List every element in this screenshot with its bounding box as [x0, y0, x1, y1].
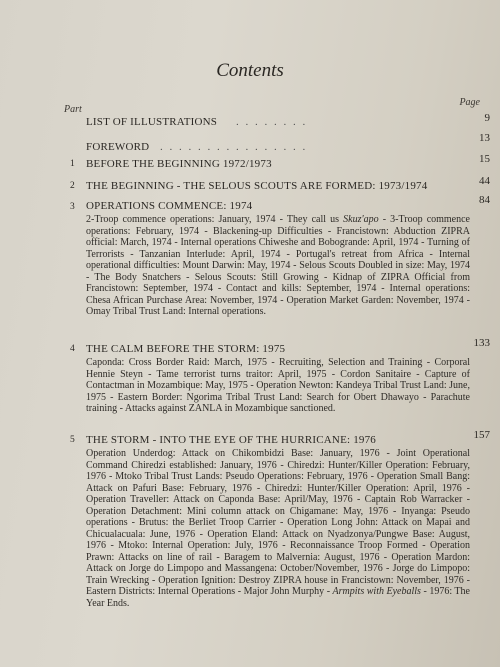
entry-title: THE BEGINNING - THE SELOUS SCOUTS ARE FORMED: 1973/1974 [86, 180, 428, 192]
entry-page: 13 [479, 132, 490, 144]
italic-phrase: Skuz'apo [343, 214, 379, 225]
entry-summary: 2-Troop commence operations: January, 1974 - They call us Skuz'apo - 3-Troop commence operations: February, 1974 - Blackening-up Difficulties - Francistown: Abduction ZIPRA official: March, 1974 - Internal operations Chiweshe and Bobogrande: April, 1974 - Turning of Terrorists - Tanzanian Interlude: April, 1974 - Portugal's retreat from Africa - Internal operational difficulties: Mount Darwin: May, 1974 - Selous Scouts Doubled in size: May, 1974 - The Body Snatchers - Selous Scouts: Still Growing - Kidnap of ZIPRA Official from Francistown: September, 1974 - Contact and kills: September, 1974 - Internal operations: Chesa African Purchase Area: November, 1974 - Operation Market Garden: November, 1974 - Omay Tribal Trust Land: Internal operations. [86, 214, 470, 317]
part-number: 4 [70, 344, 75, 354]
entry-title: FOREWORD [86, 141, 150, 153]
entry-page: 157 [473, 429, 490, 441]
entry-title: THE CALM BEFORE THE STORM: 1975 [86, 343, 286, 355]
entry-page: 84 [479, 194, 490, 206]
part-number: 5 [70, 435, 75, 445]
entry-summary: Operation Underdog: Attack on Chikombidzi Base: January, 1976 - Joint Operational Command Chiredzi established: January, 1976 - Chiredzi: Hunter/Killer Operation: February, 1976 - Mtoko Tribal Trust Lands: Pseudo Operations: February, 1976 - Operation Small Bang: Attack on Pafuri Base: February, 1976 - Chiredzi: Hunter/Killer Operation: April, 1976 - Operation Traveller: Attack on Caponda Base: April/May, 1976 - Captain Rob Warracker - Operation Detachment: Mini column attack on Chigamane: May, 1976 - Inyanga: Pseudo operations - Brutus: the Berliet Troop Carrier - Operation Long John: Attack on Mapai and Chicualacuala: June, 1976 - Operation Eland: Attack on Nyadzonya/Pungwe Base: August, 1976 - Mtoko: Internal Operation: July, 1976 - Reconnaissance Troop Formed - Operation Prawn: Attacks on line of rail - Baragem to Malvernia: August, 1976 - Operation Mardon: Attack on Jorge do Limpopo and Massangena: October/November, 1976 - Jorge do Limpopo: Train Wrecking - Operation Ignition: Destroy ZIPRA house in Francistown: November, 1976 - Eastern Districts: Internal Operations - Major John Murphy - Armpits with Eyeballs - 1976: The Year Ends. [86, 448, 470, 609]
entry-title: THE STORM - INTO THE EYE OF THE HURRICANE: 1976 [86, 434, 377, 446]
entry-title: OPERATIONS COMMENCE: 1974 [86, 200, 253, 212]
page-column-header: Page [459, 97, 480, 108]
entry-page: 133 [473, 337, 490, 349]
entry-title: BEFORE THE BEGINNING 1972/1973 [86, 158, 272, 170]
dot-leader: . . . . . . . . [236, 116, 308, 128]
part-number: 1 [70, 159, 75, 169]
part-column-header: Part [64, 104, 82, 115]
entry-summary: Caponda: Cross Border Raid: March, 1975 - Recruiting, Selection and Training - Corporal Hennie Steyn - Tame terrorist turns traitor: April, 1975 - Cordon Sanitaire - Capture of Contactman in Mozambique: May, 1975 - Operation Newton: Kandeya Tribal Trust Land: June, 1975 - Eastern Border: Ngorima Tribal Trust Land: Search for Obert Dhawayo - Parachute training - Attacks against ZANLA in Mozambique sanctioned. [86, 357, 470, 414]
dot-leader: . . . . . . . . . . . . . . . . [160, 141, 308, 153]
italic-phrase: Armpits with Eyeballs [332, 586, 421, 597]
part-number: 2 [70, 181, 75, 191]
entry-title: LIST OF ILLUSTRATIONS [86, 116, 218, 128]
entry-page: 44 [479, 175, 490, 187]
entry-page: 15 [479, 153, 490, 165]
part-number: 3 [70, 202, 75, 212]
entry-page: 9 [484, 112, 490, 124]
page-title: Contents [216, 60, 284, 81]
